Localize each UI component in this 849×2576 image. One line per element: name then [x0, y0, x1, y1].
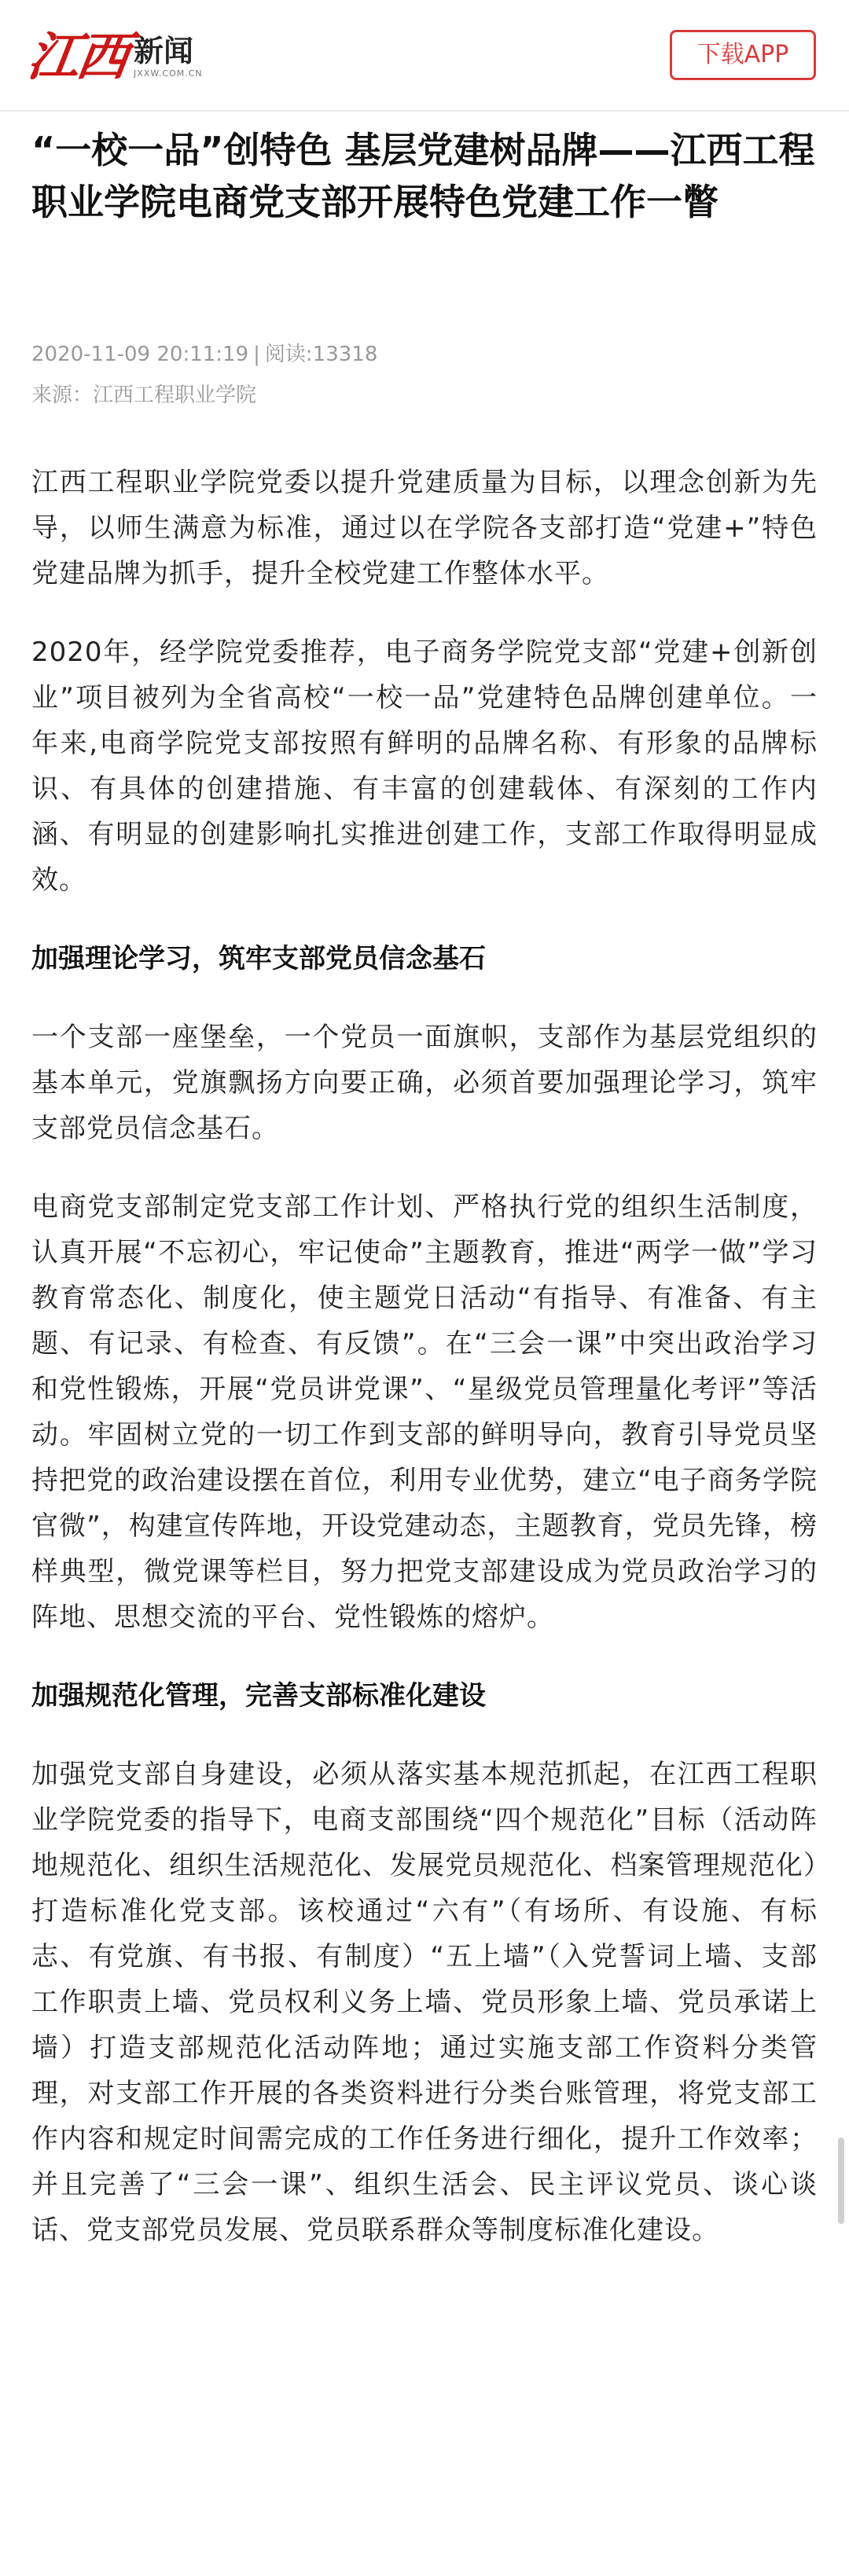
logo-name: 新闻 [134, 32, 194, 68]
download-app-button[interactable]: 下载APP [670, 30, 816, 80]
logo-mark: 江西 [24, 26, 130, 87]
top-bar [0, 0, 849, 110]
header-divider [0, 110, 849, 112]
site-logo[interactable] [24, 20, 248, 93]
logo-text [134, 32, 203, 79]
paragraph: 电商党支部制定党支部工作计划、严格执行党的组织生活制度，认真开展“不忘初心，牢记使命”主题教育，推进“两学一做”学习教育常态化、制度化，使主题党日活动“有指导、有准备、有主题、有记录、有检查、有反馈”。在“三会一课”中突出政治学习和党性锻炼，开展“党员讲党课”、“星级党员管理量化考评”等活动。牢固树立党的一切工作到支部的鲜明导向，教育引导党员坚持把党的政治建设摆在首位，利用专业优势，建立“电子商务学院官微”，构建宣传阵地，开设党建动态，主题教育，党员先锋，榜样典型，微党课等栏目，努力把党支部建设成为党员政治学习的阵地、思想交流的平台、党性锻炼的熔炉。 [31, 1191, 818, 1633]
paragraph-gap [31, 1719, 818, 1752]
paragraph: 加强党支部自身建设，必须从落实基本规范抓起，在江西工程职业学院党委的指导下，电商支部围绕“四个规范化”目标（活动阵地规范化、组织生活规范化、发展党员规范化、档案管理规范化）打造标准化党支部。该校通过“六有”（有场所、有设施、有标志、有党旗、有书报、有制度）“五上墙”（入党誓词上墙、支部工作职责上墙、党员权利义务上墙、党员形象上墙、党员承诺上墙）打造支部规范化活动阵地；通过实施支部工作资料分类管理，对支部工作开展的各类资料进行分类台账管理，将党支部工作内容和规定时间需完成的工作任务进行细化，提升工作效率；并且完善了“三会一课”、组织生活会、民主评议党员、谈心谈话、党支部党员发展、党员联系群众等制度标准化建设。 [31, 1759, 818, 2246]
logo-domain: JXXW.COM.CN [134, 68, 203, 79]
article-body [31, 460, 818, 2253]
article-source: 来源：江西工程职业学院 [31, 383, 257, 407]
paragraph-gap [31, 903, 818, 936]
section-heading: 加强理论学习，筑牢支部党员信念基石 [31, 943, 486, 974]
paragraph-gap [31, 1151, 818, 1184]
paragraph: 一个支部一座堡垒，一个党员一面旗帜，支部作为基层党组织的基本单元，党旗飘扬方向要正确，必须首要加强理论学习，筑牢支部党员信念基石。 [31, 1022, 818, 1144]
publish-datetime: 2020-11-09 20:11:19 [31, 343, 249, 366]
paragraph-gap [31, 596, 818, 629]
scrollbar-thumb[interactable] [838, 2137, 844, 2224]
paragraph-gap [31, 1640, 818, 1673]
paragraph: 江西工程职业学院党委以提升党建质量为目标，以理念创新为先导，以师生满意为标准，通过以在学院各支部打造“党建+”特色党建品牌为抓手，提升全校党建工作整体水平。 [31, 467, 818, 589]
section-heading: 加强规范化管理，完善支部标准化建设 [31, 1680, 486, 1712]
article-title: “一校一品”创特色 基层党建树品牌——江西工程职业学院电商党支部开展特色党建工作一瞥 [31, 129, 815, 223]
paragraph-gap [31, 982, 818, 1015]
meta-separator: | [253, 343, 260, 366]
article-meta [31, 338, 377, 367]
paragraph: 2020年，经学院党委推荐，电子商务学院党支部“党建+创新创业”项目被列为全省高校“一校一品”党建特色品牌创建单位。一年来,电商学院党支部按照有鲜明的品牌名称、有形象的品牌标识、有具体的创建措施、有丰富的创建载体、有深刻的工作内涵、有明显的创建影响扎实推进创建工作，支部工作取得明显成效。 [31, 637, 818, 896]
read-count: 阅读:13318 [264, 343, 378, 366]
